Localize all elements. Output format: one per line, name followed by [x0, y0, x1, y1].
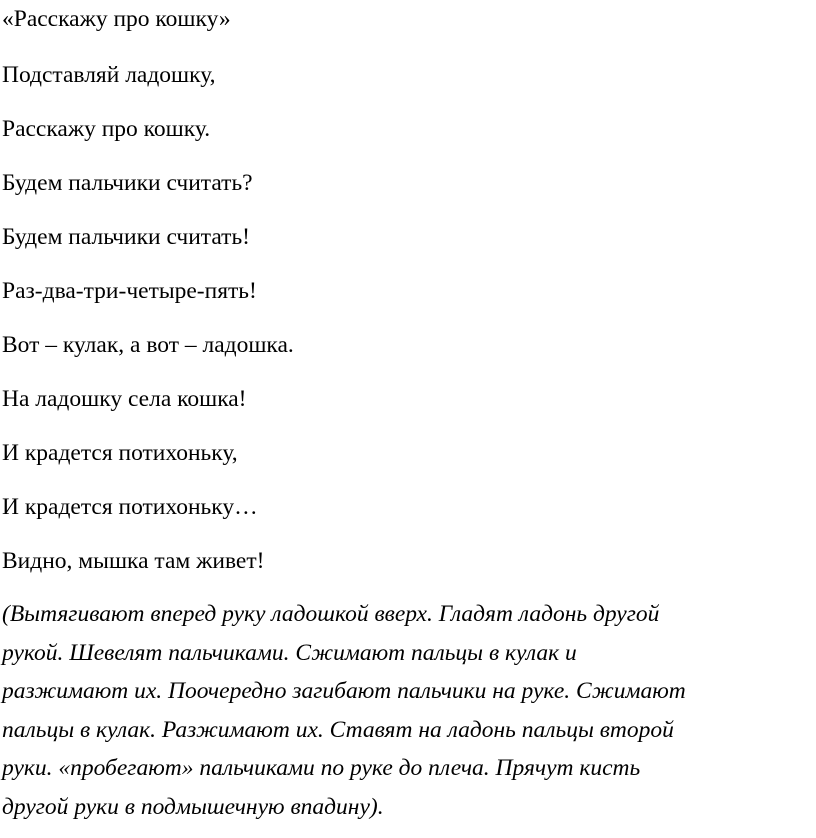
instructions-line-4: пальцы в кулак. Разжимают их. Ставят на ладонь пальцы второй [2, 716, 674, 743]
instructions-line-6: другой руки в подмышечную впадину). [2, 793, 384, 820]
instructions-line-2: рукой. Шевелят пальчиками. Сжимают пальцы в кулак и [2, 639, 577, 666]
instructions-line-3: разжимают их. Поочередно загибают пальчики на руке. Сжимают [2, 678, 686, 705]
instructions-line-5: руки. «пробегают» пальчиками по руке до плеча. Прячут кисть [2, 755, 641, 782]
verse-line-3: Будем пальчики считать? [2, 170, 253, 196]
verse-line-7: На ладошку села кошка! [2, 386, 247, 412]
verse-line-2: Расскажу про кошку. [2, 116, 211, 142]
poem-title: «Расскажу про кошку» [2, 6, 231, 32]
verse-line-1: Подставляй ладошку, [2, 62, 216, 88]
verse-line-9: И крадется потихоньку… [2, 494, 258, 520]
verse-line-10: Видно, мышка там живет! [2, 548, 265, 574]
instructions-paragraph [2, 595, 814, 827]
verse-line-5: Раз-два-три-четыре-пять! [2, 278, 257, 304]
verse-line-8: И крадется потихоньку, [2, 440, 238, 466]
instructions-line-1: (Вытягивают вперед руку ладошкой вверх. Гладят ладонь другой [2, 601, 660, 627]
verse-line-4: Будем пальчики считать! [2, 224, 250, 250]
verse-line-6: Вот – кулак, а вот – ладошка. [2, 332, 294, 358]
